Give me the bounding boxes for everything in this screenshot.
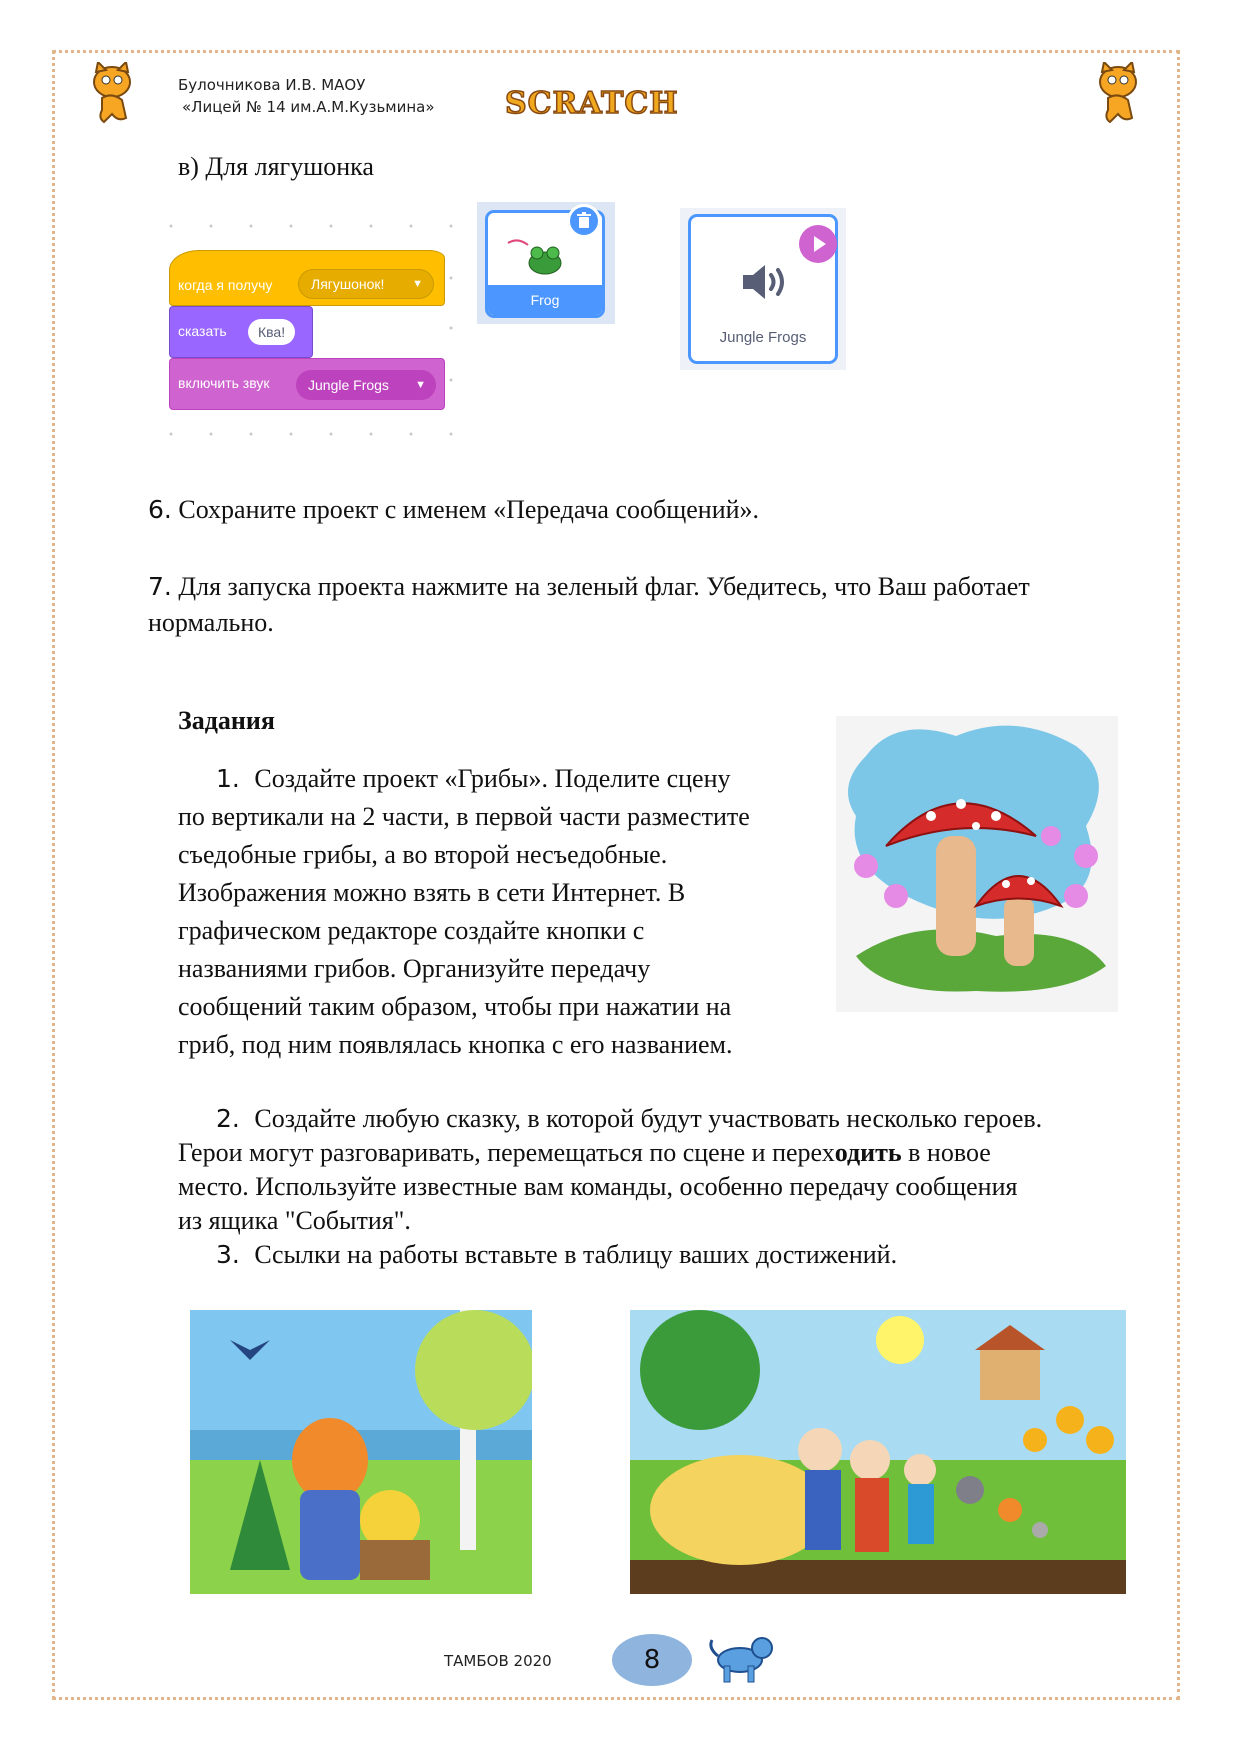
task-2-line-2b: одить <box>834 1138 902 1167</box>
turnip-tale-illustration <box>630 1310 1126 1594</box>
dog-icon <box>704 1630 778 1686</box>
task-1-line-1: Создайте проект «Грибы». Поделите сцену <box>254 764 731 793</box>
header-author: Булочникова И.В. МАОУ <box>178 76 366 94</box>
task-1-first-line <box>216 762 731 796</box>
task-2-line-2a: Герои могут разговаривать, перемещаться по сцене и перех <box>178 1138 835 1167</box>
step-7-number: 7. <box>148 572 172 601</box>
task-2-line-2c: в новое <box>901 1138 991 1167</box>
task-2-line-2 <box>178 1136 991 1170</box>
trash-icon <box>570 207 598 235</box>
delete-sprite-button[interactable] <box>567 204 601 238</box>
scratch-cat-left-icon <box>82 62 142 126</box>
when-receive-label: когда я получу <box>178 277 273 293</box>
chevron-down-icon: ▼ <box>415 379 426 391</box>
header-author-block <box>178 74 435 118</box>
task-2-line-4: из ящика "События". <box>178 1206 411 1235</box>
task-3-text: Ссылки на работы вставьте в таблицу ваших достижений. <box>254 1240 898 1269</box>
say-input[interactable]: Ква! <box>248 319 295 345</box>
task-2-first-line <box>216 1102 1042 1136</box>
say-block[interactable] <box>169 306 313 358</box>
play-sound-block[interactable] <box>169 358 445 410</box>
task-2-line-1: Создайте любую сказку, в которой будут участвовать несколько героев. <box>254 1104 1043 1133</box>
step-6-number: 6. <box>148 495 172 524</box>
task-1-line-5: графическом редакторе создайте кнопки с <box>178 916 645 945</box>
play-sound-button[interactable] <box>799 225 837 263</box>
sound-dropdown[interactable] <box>296 370 436 400</box>
tasks-title: Задания <box>178 706 275 735</box>
task-1-number: 1. <box>216 764 240 793</box>
sprite-name: Frog <box>488 285 602 315</box>
section-heading-frog: в) Для лягушонка <box>178 152 374 181</box>
sound-value: Jungle Frogs <box>308 377 389 393</box>
sound-name: Jungle Frogs <box>719 329 807 346</box>
play-sound-label: включить звук <box>178 375 270 391</box>
step-7-text: Для запуска проекта нажмите на зеленый флаг. Убедитесь, что Ваш работает <box>178 572 1030 601</box>
task-2-number: 2. <box>216 1104 240 1133</box>
fox-and-kolobok-illustration <box>190 1310 532 1594</box>
sprite-panel <box>477 202 615 324</box>
task-1-line-6: названиями грибов. Организуйте передачу <box>178 954 651 983</box>
task-3 <box>216 1238 897 1272</box>
scratch-code-area <box>165 210 465 450</box>
step-7-continued: нормально. <box>148 608 274 637</box>
task-1-line-8: гриб, под ним появлялась кнопка с его названием. <box>178 1030 733 1059</box>
mushrooms-illustration <box>836 716 1118 1012</box>
speaker-icon <box>735 257 795 307</box>
message-value: Лягушонок! <box>311 276 385 292</box>
chevron-down-icon: ▼ <box>412 278 423 290</box>
task-3-number: 3. <box>216 1240 240 1269</box>
header-school: «Лицей № 14 им.А.М.Кузьмина» <box>182 98 435 116</box>
step-6 <box>148 493 759 527</box>
task-1-line-2: по вертикали на 2 части, в первой части разместите <box>178 802 750 831</box>
sound-panel <box>680 208 846 370</box>
scratch-cat-right-icon <box>1088 62 1148 126</box>
message-dropdown[interactable] <box>298 269 434 299</box>
when-i-receive-block[interactable] <box>169 250 445 306</box>
say-label: сказать <box>178 323 227 339</box>
step-6-text: Сохраните проект с именем «Передача сообщений». <box>178 495 760 524</box>
task-1-line-7: сообщений таким образом, чтобы при нажатии на <box>178 992 732 1021</box>
play-icon <box>799 225 837 263</box>
task-1-line-4: Изображения можно взять в сети Интернет. В <box>178 878 686 907</box>
page-number: 8 <box>612 1634 692 1686</box>
scratch-logo: SCRATCH <box>505 86 679 121</box>
footer-city-year: ТАМБОВ 2020 <box>444 1652 552 1670</box>
task-2-line-3: место. Используйте известные вам команды, особенно передачу сообщения <box>178 1172 1018 1201</box>
sound-tile[interactable] <box>688 214 838 364</box>
step-7 <box>148 570 1030 604</box>
task-1-line-3: съедобные грибы, а во второй несъедобные. <box>178 840 668 869</box>
